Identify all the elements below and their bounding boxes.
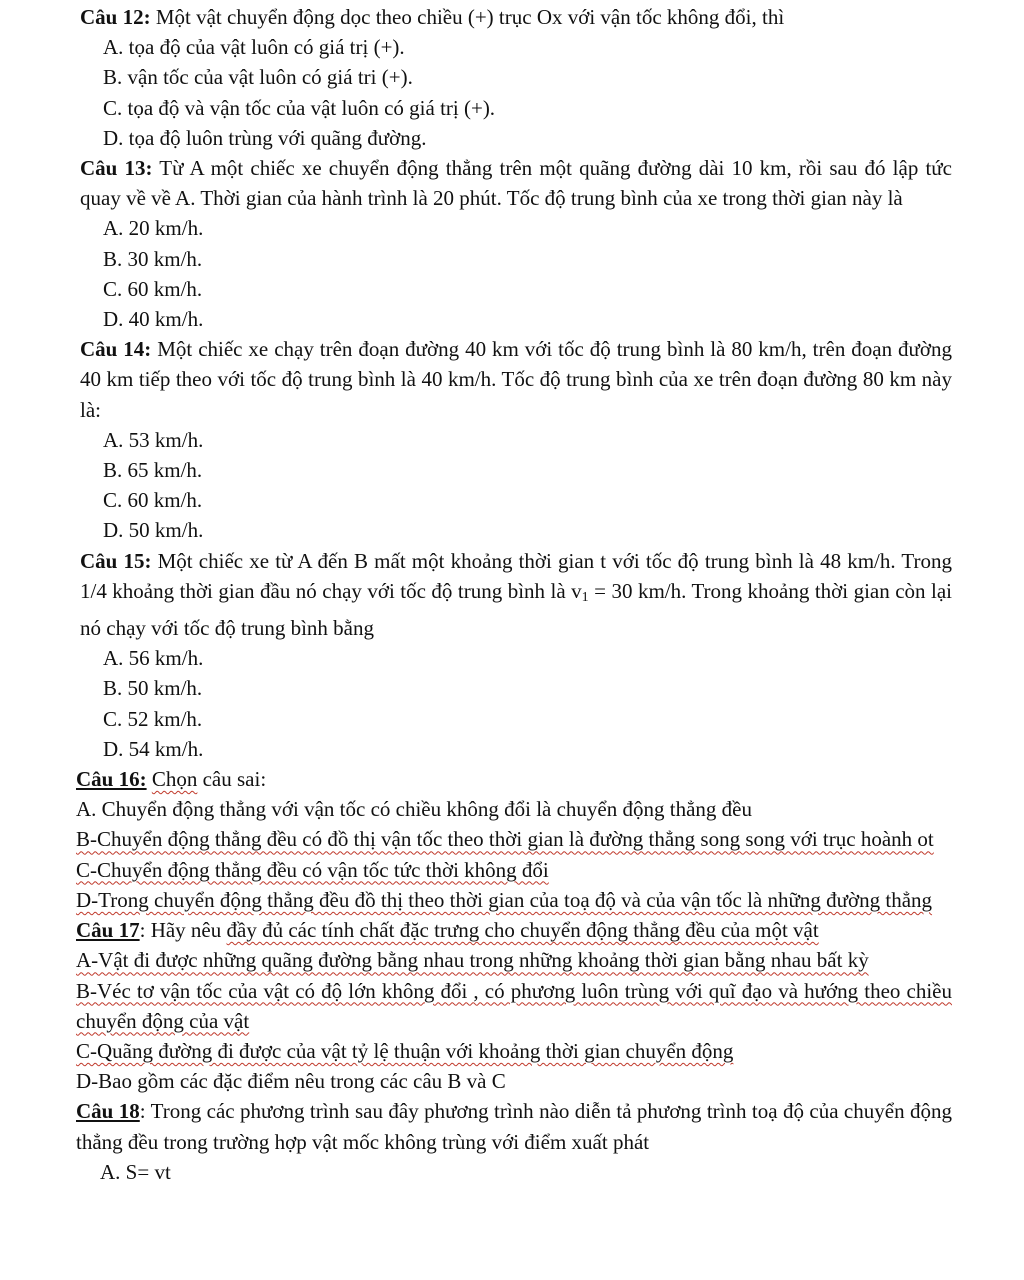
question-16-option-a: A. Chuyển động thẳng với vận tốc có chiều không đổi là chuyển động thẳng đều bbox=[76, 797, 752, 822]
question-17-option-c: C-Quãng đường đi được của vật tỷ lệ thuận với khoảng thời gian chuyển động bbox=[76, 1038, 734, 1063]
question-12-number: Câu 12: bbox=[80, 5, 151, 29]
question-18-number: Câu 18 bbox=[76, 1099, 140, 1124]
question-15-option-b: B. 50 km/h. bbox=[103, 676, 203, 701]
question-12-option-c: C. tọa độ và vận tốc của vật luôn có giá trị (+). bbox=[103, 95, 496, 120]
question-18 bbox=[76, 1096, 952, 1156]
question-16-option-b: B-Chuyển động thẳng đều có đồ thị vận tốc theo thời gian là đường thẳng song song với trục hoành ot bbox=[76, 827, 934, 852]
question-16-option-c: C-Chuyển động thẳng đều có vận tốc tức thời không đổi bbox=[76, 857, 549, 882]
question-14 bbox=[80, 334, 952, 425]
question-16 bbox=[76, 764, 952, 794]
question-12-option-a: A. tọa độ của vật luôn có giá trị (+). bbox=[103, 35, 405, 60]
question-13-option-c: C. 60 km/h. bbox=[103, 276, 203, 301]
question-18-option-a: A. S= vt bbox=[100, 1159, 171, 1184]
question-17-text-a: : Hãy nêu bbox=[139, 918, 227, 943]
question-14-number: Câu 14: bbox=[80, 337, 152, 362]
question-13-option-b: B. 30 km/h. bbox=[103, 246, 203, 271]
question-13-option-a: A. 20 km/h. bbox=[103, 216, 204, 241]
question-15-text-a: Một chiếc xe từ A đến B mất một khoảng thời gian t với tốc độ trung bình là 48 km/h. Trong 1/4 khoảng thời gian đầu nó chạy với tốc độ trung bình là v bbox=[80, 548, 952, 603]
question-14-text: Một chiếc xe chạy trên đoạn đường 40 km với tốc độ trung bình là 80 km/h, trên đoạn đường 40 km tiếp theo với tốc độ trung bình là 40 km/h. Tốc độ trung bình của xe trên đoạn đường 80 km này là: bbox=[80, 337, 953, 422]
question-14-option-c: C. 60 km/h. bbox=[103, 488, 203, 513]
question-16-option-d: D-Trong chuyển động thẳng đều đồ thị theo thời gian của toạ độ và của vận tốc là những đường thẳng bbox=[76, 887, 933, 912]
question-13-text: Từ A một chiếc xe chuyển động thẳng trên một quãng đường dài 10 km, rồi sau đó lập tức quay về về A. Thời gian của hành trình là 20 phút. Tốc độ trung bình của xe trong thời gian này là bbox=[80, 156, 952, 211]
question-15-text-b: = 30 km/h. Trong khoảng thời gian còn lại nó chạy với tốc độ trung bình bằng bbox=[80, 578, 952, 641]
question-15 bbox=[80, 546, 952, 644]
question-14-option-b: B. 65 km/h. bbox=[103, 458, 203, 483]
question-17-option-b: B-Véc tơ vận tốc của vật có độ lớn không đổi , có phương luôn trùng với quĩ đạo và hướng theo chiều chuyển động của vật bbox=[76, 978, 952, 1033]
question-12-option-b: B. vận tốc của vật luôn có giá tri (+). bbox=[103, 65, 413, 90]
question-12-text: Một vật chuyển động dọc theo chiều (+) trục Ox với vận tốc không đổi, thì bbox=[150, 5, 785, 29]
question-12-option-d: D. tọa độ luôn trùng với quãng đường. bbox=[103, 125, 427, 150]
question-15-subscript: 1 bbox=[581, 589, 589, 605]
question-13-option-d: D. 40 km/h. bbox=[103, 307, 204, 332]
question-17-option-d: D-Bao gồm các đặc điểm nêu trong các câu B và C bbox=[76, 1069, 506, 1094]
question-16-number: Câu 16: bbox=[76, 767, 147, 792]
question-17 bbox=[76, 915, 952, 945]
question-15-option-d: D. 54 km/h. bbox=[103, 736, 204, 761]
question-12 bbox=[80, 2, 952, 32]
question-16-text-wavy: Chọn bbox=[151, 767, 198, 792]
question-13-number: Câu 13: bbox=[80, 156, 153, 181]
question-14-option-d: D. 50 km/h. bbox=[103, 518, 204, 543]
question-15-option-c: C. 52 km/h. bbox=[103, 706, 203, 731]
question-17-number: Câu 17 bbox=[76, 918, 140, 943]
question-14-option-a: A. 53 km/h. bbox=[103, 427, 204, 452]
question-15-number: Câu 15: bbox=[80, 548, 152, 573]
question-15-option-a: A. 56 km/h. bbox=[103, 646, 204, 671]
question-13 bbox=[80, 153, 952, 213]
question-16-text-post: câu sai: bbox=[197, 767, 267, 792]
question-17-text-wavy: đầy đủ các tính chất đặc trưng cho chuyển động thẳng đều của một vật bbox=[226, 918, 819, 943]
question-17-option-a: A-Vật đi được những quãng đường bằng nhau trong những khoảng thời gian bằng nhau bất kỳ bbox=[76, 948, 869, 973]
question-18-text: : Trong các phương trình sau đây phương trình nào diễn tả phương trình toạ độ của chuyển động thẳng đều trong trường hợp vật mốc không trùng với điểm xuất phát bbox=[76, 1099, 952, 1154]
